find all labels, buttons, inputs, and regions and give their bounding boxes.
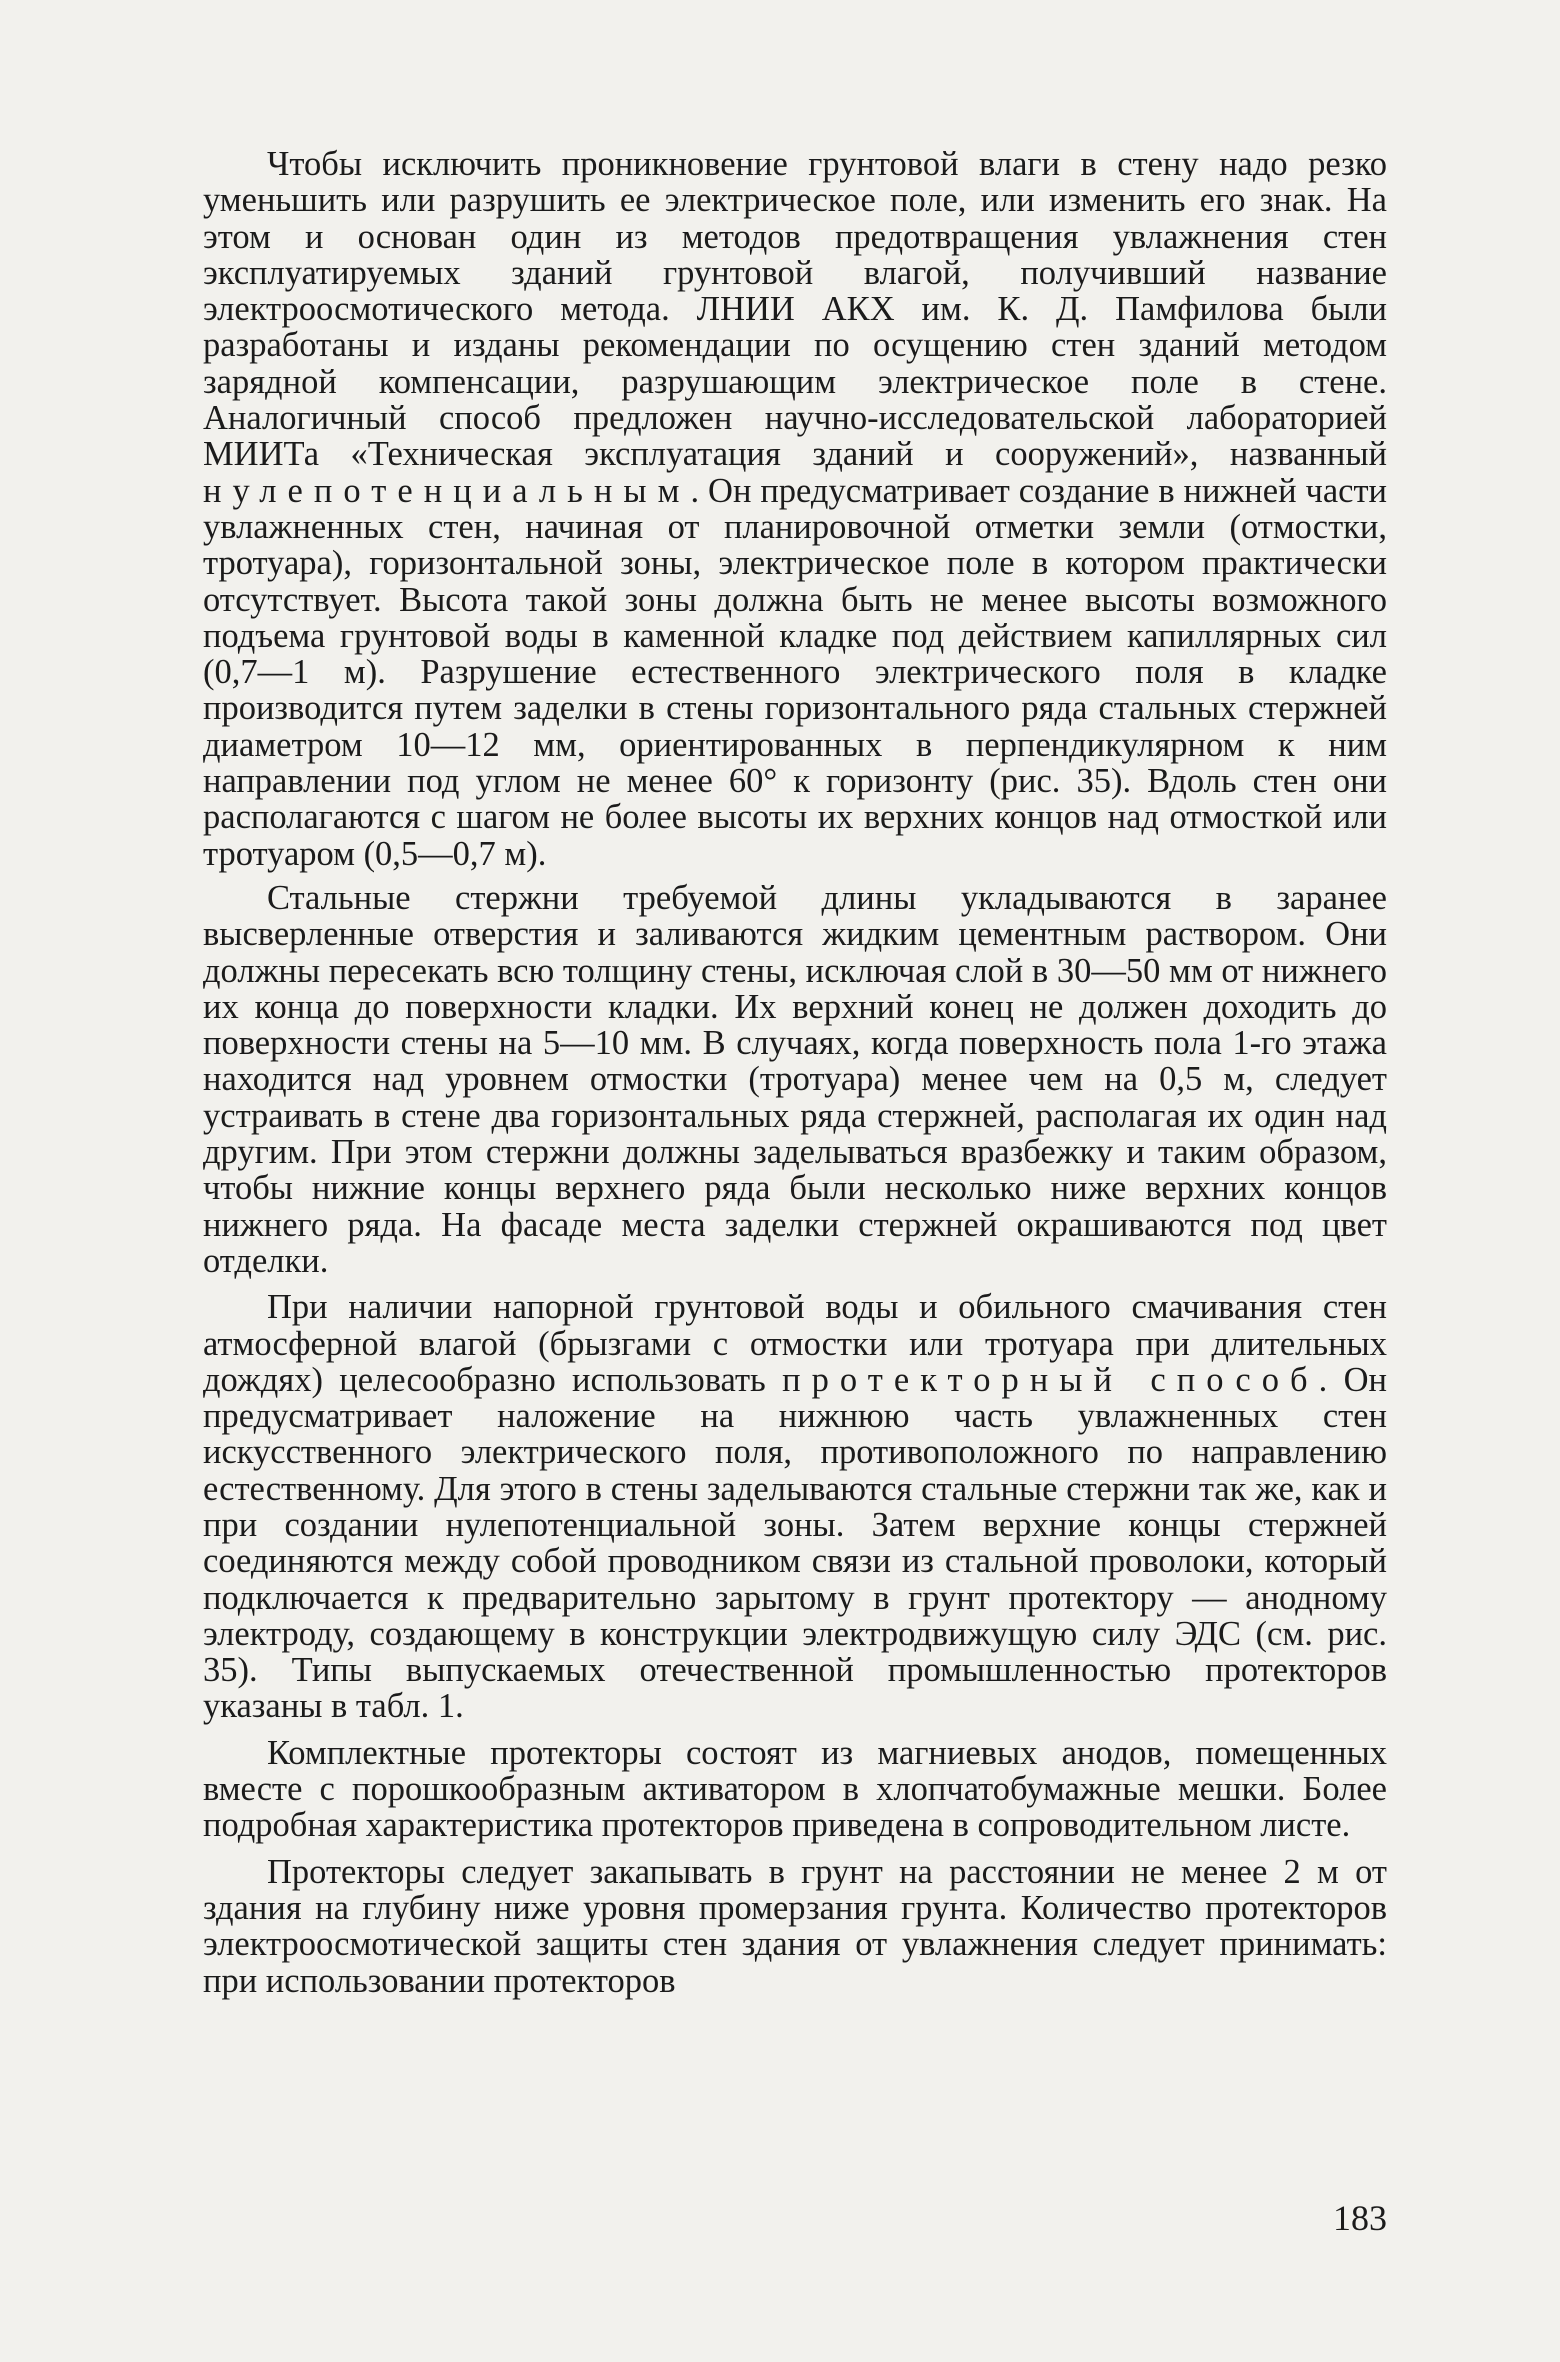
paragraph-1-text-b: . Он предусматривает создание в нижней части увлажненных стен, начиная от планировочной отметки земли (отмостки, тротуара), горизонтальной зоны, электрическое поле в котором практически отсутствует. Высота такой зоны должна быть не менее высоты возможного подъема грунтовой воды в каменной кладке под действием капиллярных сил (0,7—1 м). Разрушение естественного электрического поля в кладке производится путем заделки в стены горизонтального ряда стальных стержней диаметром 10—12 мм, ориентированных в перпендикулярном к ним направлении под углом не менее 60° к горизонту (рис. 35). Вдоль стен они располагаются с шагом не более высоты их верхних концов над отмосткой или тротуаром (0,5—0,7 м). [203, 471, 1387, 873]
paragraph-4 [203, 1735, 1387, 1844]
paragraph-3-text-b: . Он предусматривает наложение на нижнюю часть увлажненных стен искусственного электрического поля, противоположного по направлению естественному. Для этого в стены заделываются стальные стержни так же, как и при создании нулепотенциальной зоны. Затем верхние концы стержней соединяются между собой проводником связи из стальной проволоки, который подключается к предварительно зарытому в грунт протектору — анодному электроду, создающему в конструкции электродвижущую силу ЭДС (см. рис. 35). Типы выпускаемых отечественной промышленностью протекторов указаны в табл. 1. [203, 1360, 1387, 1726]
paragraph-3 [203, 1289, 1387, 1725]
paragraph-4-text: Комплектные протекторы состоят из магниевых анодов, помещенных вместе с порошкообразным активатором в хлопчатобумажные мешки. Более подробная характеристика протекторов приведена в сопроводительном листе. [203, 1733, 1387, 1845]
paragraph-3-text-a: При наличии напорной грунтовой воды и обильного смачивания стен атмосферной влагой (брызгами с отмостки или тротуара при длительных дождях) целесообразно использовать [203, 1288, 1387, 1399]
paragraph-5 [203, 1854, 1387, 1999]
paragraph-1-emphasis: нулепотенциальным [203, 471, 691, 510]
paragraph-5-text: Протекторы следует закапывать в грунт на расстоянии не менее 2 м от здания на глубину ниже уровня промерзания грунта. Количество протекторов электроосмотической защиты стен здания от увлажнения следует принимать: при использовании протекторов [203, 1852, 1387, 2000]
paragraph-3-emphasis: протекторный способ [782, 1360, 1319, 1399]
page-number: 183 [1333, 2198, 1387, 2238]
paragraph-2-text: Стальные стержни требуемой длины укладываются в заранее высверленные отверстия и заливаются жидким цементным раствором. Они должны пересекать всю толщину стены, исключая слой в 30—50 мм от нижнего их конца до поверхности кладки. Их верхний конец не должен доходить до поверхности стены на 5—10 мм. В случаях, когда поверхность пола 1-го этажа находится над уровнем отмостки (тротуара) менее чем на 0,5 м, следует устраивать в стене два горизонтальных ряда стержней, располагая их один над другим. При этом стержни должны заделываться вразбежку и таким образом, чтобы нижние концы верхнего ряда были несколько ниже верхних концов нижнего ряда. На фасаде места заделки стержней окрашиваются под цвет отделки. [203, 878, 1387, 1280]
paragraph-1-text-a: Чтобы исключить проникновение грунтовой влаги в стену надо резко уменьшить или разрушить ее электрическое поле, или изменить его знак. На этом и основан один из методов предотвращения увлажнения стен эксплуатируемых зданий грунтовой влагой, получивший название электроосмотического метода. ЛНИИ АКХ им. К. Д. Памфилова были разработаны и изданы рекомендации по осущению стен зданий методом зарядной компенсации, разрушающим электрическое поле в стене. Аналогичный способ предложен научно-исследовательской лабораторией МИИТа «Техническая эксплуатация зданий и сооружений», названный [203, 145, 1387, 474]
body-text [203, 146, 1387, 2009]
paragraph-2 [203, 880, 1387, 1279]
paragraph-1 [203, 146, 1387, 872]
